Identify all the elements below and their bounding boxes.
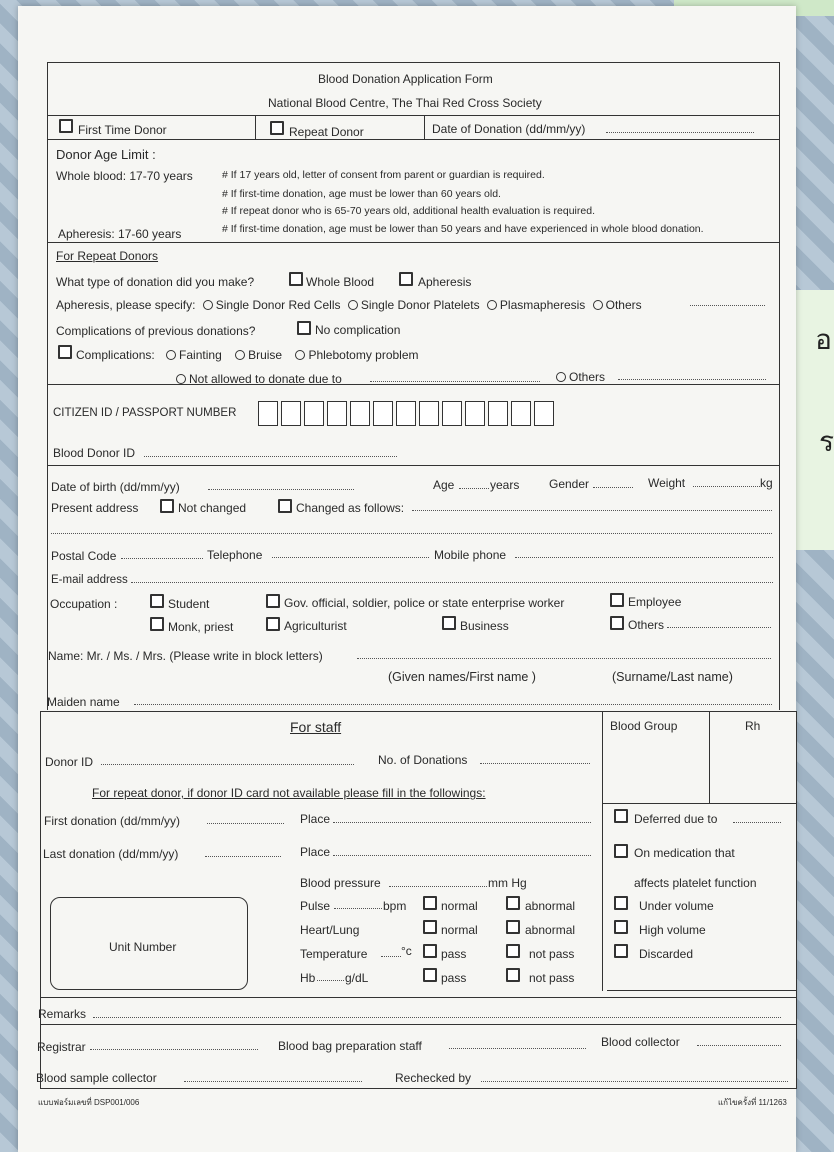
id-digit-box[interactable] <box>258 401 278 426</box>
sample-collector-label: Blood sample collector <box>36 1071 157 1085</box>
age-field[interactable] <box>459 488 489 489</box>
whole-blood-age: Whole blood: 17-70 years <box>56 169 193 183</box>
for-staff-heading: For staff <box>290 719 342 735</box>
not-allowed-field[interactable] <box>370 381 540 382</box>
gdl-label: g/dL <box>345 971 369 985</box>
pulse-abnormal-checkbox[interactable] <box>506 896 520 910</box>
occupation-others-field[interactable] <box>667 627 771 628</box>
apheresis-others-label: Others <box>605 298 642 312</box>
email-field[interactable] <box>131 582 773 583</box>
high-volume-label: High volume <box>639 923 706 937</box>
discarded-checkbox[interactable] <box>614 944 628 958</box>
id-digit-box[interactable] <box>327 401 347 426</box>
heart-normal-label: normal <box>441 923 478 937</box>
maiden-name-label: Maiden name <box>47 695 120 709</box>
age-note-1: # If 17 years old, letter of consent from parent or guardian is required. <box>222 169 545 181</box>
apheresis-specify-row <box>56 299 642 312</box>
gov-official-label: Gov. official, soldier, police or state enterprise worker <box>284 596 565 610</box>
no-donations-field[interactable] <box>480 763 590 764</box>
plasmapheresis-radio[interactable] <box>487 300 497 310</box>
pulse-abnormal-label: abnormal <box>525 899 576 913</box>
staff-frame-left <box>40 711 41 1088</box>
present-address-label: Present address <box>51 501 139 515</box>
bruise-label: Bruise <box>248 348 283 362</box>
student-checkbox[interactable] <box>150 594 164 608</box>
dob-field[interactable] <box>208 489 354 490</box>
given-names-label: (Given names/First name ) <box>388 670 536 684</box>
donor-id-label: Donor ID <box>45 755 94 769</box>
under-volume-checkbox[interactable] <box>614 896 628 910</box>
apheresis-others-field[interactable] <box>690 305 765 306</box>
date-of-donation-field[interactable] <box>606 132 754 133</box>
age-note-3: # If repeat donor who is 65-70 years old, additional health evaluation is required. <box>222 205 595 217</box>
others-radio[interactable] <box>556 372 566 382</box>
first-time-donor-label: First Time Donor <box>78 123 167 137</box>
complications-row <box>76 349 419 362</box>
date-of-donation-label: Date of Donation (dd/mm/yy) <box>432 122 586 136</box>
apheresis-specify-label: Apheresis, please specify: <box>56 298 196 312</box>
donation-type-question: What type of donation did you make? <box>56 275 255 289</box>
blood-bag-staff-field[interactable] <box>449 1048 586 1049</box>
staff-frame-right <box>796 711 797 1088</box>
high-volume-checkbox[interactable] <box>614 920 628 934</box>
gender-label: Gender <box>549 477 590 491</box>
heart-normal-checkbox[interactable] <box>423 920 437 934</box>
single-platelets-radio[interactable] <box>348 300 358 310</box>
hb-pass-checkbox[interactable] <box>423 968 437 982</box>
sample-collector-field[interactable] <box>184 1081 362 1082</box>
occupation-label: Occupation : <box>50 597 118 611</box>
complications-checkbox[interactable] <box>58 345 72 359</box>
frame-left <box>47 62 48 710</box>
age-limit-heading: Donor Age Limit : <box>56 147 156 162</box>
business-checkbox[interactable] <box>442 616 456 630</box>
revision-number: แก้ไขครั้งที่ 11/1263 <box>718 1098 787 1107</box>
not-allowed-label: Not allowed to donate due to <box>189 372 342 386</box>
occupation-others-checkbox[interactable] <box>610 616 624 630</box>
registrar-field[interactable] <box>90 1049 258 1050</box>
last-donation-field[interactable] <box>205 856 281 857</box>
temperature-pass-checkbox[interactable] <box>423 944 437 958</box>
blood-pressure-field[interactable] <box>389 886 487 887</box>
email-label: E-mail address <box>51 574 128 586</box>
postal-code-field[interactable] <box>121 558 203 559</box>
business-label: Business <box>460 619 509 633</box>
pulse-field[interactable] <box>334 908 382 909</box>
affects-platelet-label: affects platelet function <box>634 876 757 890</box>
divider <box>40 997 797 998</box>
remarks-label: Remarks <box>38 1007 87 1021</box>
apheresis-age: Apheresis: 17-60 years <box>58 227 182 241</box>
id-digit-box[interactable] <box>442 401 462 426</box>
monk-checkbox[interactable] <box>150 617 164 631</box>
blood-bag-staff-label: Blood bag preparation staff <box>278 1039 422 1053</box>
maiden-name-field[interactable] <box>134 704 772 705</box>
apheresis-others-radio[interactable] <box>593 300 603 310</box>
not-changed-checkbox[interactable] <box>160 499 174 513</box>
id-digit-box[interactable] <box>373 401 393 426</box>
dob-label: Date of birth (dd/mm/yy) <box>51 480 180 494</box>
name-field[interactable] <box>357 658 771 659</box>
complications-question: Complications of previous donations? <box>56 324 256 338</box>
complications-label: Complications: <box>76 348 155 362</box>
id-digit-box[interactable] <box>419 401 439 426</box>
pulse-normal-checkbox[interactable] <box>423 896 437 910</box>
id-digit-box[interactable] <box>304 401 324 426</box>
temperature-pass-label: pass <box>441 947 467 961</box>
whole-blood-checkbox[interactable] <box>289 272 303 286</box>
single-red-cells-label: Single Donor Red Cells <box>215 298 341 312</box>
no-donations-label: No. of Donations <box>378 753 468 767</box>
age-label: Age <box>433 478 455 492</box>
deg-c-label: °c <box>401 944 412 958</box>
weight-field[interactable] <box>693 486 760 487</box>
hb-pass-label: pass <box>441 971 467 985</box>
side-glyph: อ <box>815 323 832 356</box>
employee-label: Employee <box>628 595 682 609</box>
divider <box>47 139 779 140</box>
mobile-label: Mobile phone <box>434 548 507 562</box>
others-field[interactable] <box>618 379 766 380</box>
plasmapheresis-label: Plasmapheresis <box>499 298 586 312</box>
student-label: Student <box>168 597 210 611</box>
divider <box>602 803 796 804</box>
frame-right <box>779 62 780 710</box>
repeat-donor-checkbox[interactable] <box>270 121 284 135</box>
no-complication-label: No complication <box>315 323 401 337</box>
registrar-label: Registrar <box>37 1040 86 1054</box>
form-number: แบบฟอร์มเลขที่ DSP001/006 <box>38 1098 140 1107</box>
no-complication-checkbox[interactable] <box>297 321 311 335</box>
repeat-donors-heading: For Repeat Donors <box>56 249 159 263</box>
others-row <box>556 371 605 384</box>
telephone-field[interactable] <box>272 557 429 558</box>
gov-official-checkbox[interactable] <box>266 594 280 608</box>
heart-abnormal-label: abnormal <box>525 923 576 937</box>
age-note-2: # If first-time donation, age must be lower than 60 years old. <box>222 188 501 200</box>
monk-label: Monk, priest <box>168 620 234 634</box>
divider <box>40 1024 797 1025</box>
frame-top <box>47 62 779 63</box>
first-donation-field[interactable] <box>207 823 284 824</box>
blood-donor-id-label: Blood Donor ID <box>53 446 136 460</box>
deferred-label: Deferred due to <box>634 812 718 826</box>
age-note-4: # If first-time donation, age must be lower than 50 years and have experienced in whole blood donation. <box>222 223 704 235</box>
temperature-label: Temperature <box>300 947 368 961</box>
temperature-field[interactable] <box>381 956 401 957</box>
divider <box>47 384 779 385</box>
mmhg-label: mm Hg <box>488 876 527 890</box>
address-field-2[interactable] <box>51 533 772 534</box>
form-title: Blood Donation Application Form <box>318 72 493 86</box>
agriculturist-label: Agriculturist <box>284 619 347 633</box>
id-digit-box[interactable] <box>488 401 508 426</box>
address-field[interactable] <box>412 510 772 511</box>
rh-label: Rh <box>745 719 761 733</box>
hb-field[interactable] <box>317 980 344 981</box>
heart-lung-label: Heart/Lung <box>300 923 360 937</box>
blood-donor-id-field[interactable] <box>144 456 397 457</box>
phlebotomy-label: Phlebotomy problem <box>308 348 419 362</box>
whole-blood-label: Whole Blood <box>306 275 375 289</box>
occupation-others-label: Others <box>628 618 665 632</box>
id-digit-box[interactable] <box>465 401 485 426</box>
gender-field[interactable] <box>593 487 633 488</box>
side-glyph-2: ร <box>818 425 834 458</box>
not-changed-label: Not changed <box>178 501 247 515</box>
under-volume-label: Under volume <box>639 899 714 913</box>
first-donation-label: First donation (dd/mm/yy) <box>44 814 181 828</box>
last-place-field[interactable] <box>333 855 591 856</box>
hb-not-pass-checkbox[interactable] <box>506 968 520 982</box>
on-medication-checkbox[interactable] <box>614 844 628 858</box>
divider <box>47 465 779 466</box>
repeat-donor-note: For repeat donor, if donor ID card not available please fill in the followings: <box>92 786 486 800</box>
pulse-label: Pulse <box>300 899 331 913</box>
telephone-label: Telephone <box>207 548 263 562</box>
heart-abnormal-checkbox[interactable] <box>506 920 520 934</box>
weight-label: Weight <box>648 476 686 490</box>
not-allowed-radio[interactable] <box>176 374 186 384</box>
donor-id-field[interactable] <box>101 764 354 765</box>
citizen-id-label: CITIZEN ID / PASSPORT NUMBER <box>53 407 237 419</box>
blood-group-label: Blood Group <box>610 719 678 733</box>
remarks-field[interactable] <box>93 1017 781 1018</box>
id-digit-box[interactable] <box>511 401 531 426</box>
rechecked-by-field[interactable] <box>481 1081 788 1082</box>
others-label: Others <box>569 370 606 384</box>
last-donation-label: Last donation (dd/mm/yy) <box>43 847 179 861</box>
fainting-radio[interactable] <box>166 350 176 360</box>
unit-number-label: Unit Number <box>109 940 177 954</box>
on-medication-label: On medication that <box>634 846 735 860</box>
divider <box>424 115 425 139</box>
first-place-label: Place <box>300 812 331 826</box>
hb-label: Hb <box>300 971 316 985</box>
divider <box>607 990 796 991</box>
kg-label: kg <box>760 476 773 490</box>
deferred-checkbox[interactable] <box>614 809 628 823</box>
surname-label: (Surname/Last name) <box>612 670 733 684</box>
divider <box>709 711 710 804</box>
id-digit-box[interactable] <box>396 401 416 426</box>
blood-collector-label: Blood collector <box>601 1035 680 1049</box>
mobile-field[interactable] <box>515 557 773 558</box>
divider <box>47 115 779 116</box>
first-place-field[interactable] <box>333 822 591 823</box>
divider <box>255 115 256 139</box>
single-platelets-label: Single Donor Platelets <box>360 298 480 312</box>
single-red-cells-radio[interactable] <box>203 300 213 310</box>
id-digit-box[interactable] <box>534 401 554 426</box>
employee-checkbox[interactable] <box>610 593 624 607</box>
first-time-donor-checkbox[interactable] <box>59 119 73 133</box>
changed-checkbox[interactable] <box>278 499 292 513</box>
last-place-label: Place <box>300 845 331 859</box>
temperature-not-pass-checkbox[interactable] <box>506 944 520 958</box>
years-label: years <box>490 478 520 492</box>
bruise-radio[interactable] <box>235 350 245 360</box>
rechecked-by-label: Rechecked by <box>395 1071 472 1085</box>
discarded-label: Discarded <box>639 947 694 961</box>
staff-frame-bottom <box>40 1088 797 1089</box>
divider <box>602 711 603 991</box>
deferred-field[interactable] <box>733 822 781 823</box>
id-digit-box[interactable] <box>281 401 301 426</box>
divider <box>47 242 779 243</box>
phlebotomy-radio[interactable] <box>295 350 305 360</box>
bpm-label: bpm <box>383 899 407 913</box>
blood-collector-field[interactable] <box>697 1045 781 1046</box>
agriculturist-checkbox[interactable] <box>266 617 280 631</box>
pulse-normal-label: normal <box>441 899 478 913</box>
staff-frame-top <box>40 711 797 712</box>
name-label: Name: Mr. / Ms. / Mrs. (Please write in block letters) <box>48 649 323 663</box>
blood-pressure-label: Blood pressure <box>300 876 381 890</box>
fainting-label: Fainting <box>179 348 222 362</box>
temperature-not-pass-label: not pass <box>529 947 575 961</box>
apheresis-label: Apheresis <box>418 275 472 289</box>
postal-code-label: Postal Code <box>51 549 117 563</box>
apheresis-checkbox[interactable] <box>399 272 413 286</box>
changed-as-follows-label: Changed as follows: <box>296 501 405 515</box>
repeat-donor-label: Repeat Donor <box>289 125 364 139</box>
id-digit-box[interactable] <box>350 401 370 426</box>
hb-not-pass-label: not pass <box>529 971 575 985</box>
form-subtitle: National Blood Centre, The Thai Red Cross Society <box>268 96 542 110</box>
